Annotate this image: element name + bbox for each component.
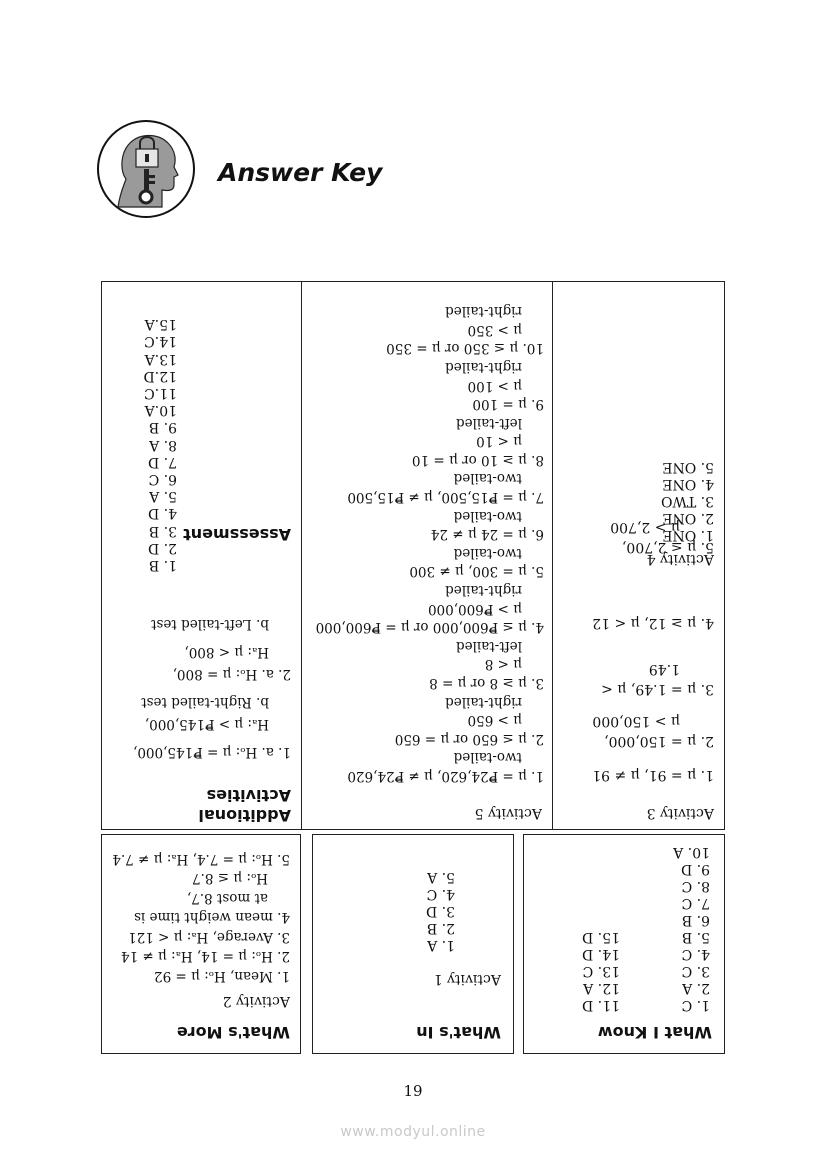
list-item: 1.49 <box>648 661 680 677</box>
list-item: 8. A <box>149 436 177 453</box>
list-item: 7. C <box>681 895 710 911</box>
list-item: 12.D <box>143 367 177 384</box>
list-item: 15. D <box>582 929 620 945</box>
list-item: 8. C <box>681 878 710 894</box>
list-item: two-tailed <box>453 470 522 487</box>
list-item: 4. D <box>147 505 177 522</box>
additional-list <box>133 613 291 763</box>
list-item: 15.A <box>144 316 177 333</box>
list-item: Hₐ: μ > ₱145,000, <box>144 716 269 732</box>
list-item: two-tailed <box>453 544 522 561</box>
list-item: 3. Average, Hₐ: μ < 121 <box>128 929 290 945</box>
list-item: 10. μ ≤ 350 or μ = 350 <box>386 340 544 357</box>
answer-key-logo <box>96 119 196 219</box>
list-item: μ > 350 <box>467 321 522 338</box>
list-item: 2. B <box>426 920 455 936</box>
additional-heading-line1: Additional <box>198 806 291 825</box>
list-item: 12. A <box>583 980 620 996</box>
whats-in-activity: Activity 1 <box>433 971 501 987</box>
list-item: 1. μ = 91, μ ≠ 91 <box>592 767 714 783</box>
list-item: 9. μ = 100 <box>472 396 544 413</box>
list-item: 5. Hₒ: μ = 7.4, Hₐ: μ ≠ 7.4 <box>112 851 290 867</box>
list-item: 4. μ ≥ 12, μ < 12 <box>592 615 714 631</box>
list-item: 5. μ ≤ 2,700, <box>621 539 714 555</box>
list-item: 10. A <box>673 844 710 860</box>
list-item: 10.A <box>144 402 177 419</box>
list-item: 2. ONE <box>662 510 714 526</box>
list-item: 6. B <box>681 912 710 928</box>
list-item: 5. ONE <box>662 459 714 475</box>
list-item: 7. μ = ₱15,500, μ ≠ ₱15,500 <box>347 489 544 506</box>
list-item: 1. a. Hₒ: μ = ₱145,000, <box>133 744 291 760</box>
list-item: μ > 650 <box>467 712 522 729</box>
list-item: right-tailed <box>445 582 522 599</box>
additional-heading-line2: Activities <box>206 786 291 805</box>
list-item: right-tailed <box>445 303 522 320</box>
list-item: 1. Mean, Hₒ: μ = 92 <box>154 968 290 984</box>
list-item: 4. μ ≤ ₱600,000 or μ = ₱600,000 <box>315 619 544 636</box>
activity5-list <box>316 302 544 785</box>
whats-in-list <box>426 868 455 953</box>
list-item: right-tailed <box>445 358 522 375</box>
list-item: 3. C <box>681 963 710 979</box>
activity4-list <box>661 458 714 543</box>
list-item: 13. C <box>582 963 620 979</box>
what-i-know-col2 <box>582 928 620 1013</box>
list-item: at most 8.7, <box>186 890 268 906</box>
list-item: 2. a. Hₒ: μ = 800, <box>172 666 291 682</box>
list-item: 3. D <box>425 903 455 919</box>
assessment-heading: Assessment <box>183 525 291 544</box>
assessment-list <box>144 315 178 573</box>
list-item: 2. A <box>682 980 710 996</box>
list-item: 8. μ ≥ 10 or μ = 10 <box>411 451 544 468</box>
list-item: μ > 100 <box>467 377 522 394</box>
list-item: 6. C <box>148 470 177 487</box>
list-item: 3. TWO <box>660 493 714 509</box>
list-item: μ < 10 <box>476 433 522 450</box>
list-item: two-tailed <box>453 507 522 524</box>
list-item: 7. D <box>147 453 177 470</box>
list-item: 4. mean weight time is <box>134 909 290 926</box>
list-item: 9. D <box>680 861 710 877</box>
list-item: right-tailed <box>445 693 522 710</box>
whats-more-heading: What's More <box>176 1023 290 1042</box>
list-item: 3. B <box>148 522 177 539</box>
additional-activities-box <box>101 281 302 830</box>
list-item: Hₐ: μ < 800, <box>184 644 269 660</box>
list-item: b. Left-tailed test <box>151 616 269 632</box>
list-item: 2. μ ≤ 650 or μ = 650 <box>394 730 544 747</box>
activity3-heading: Activity 3 <box>646 805 714 821</box>
list-item: 5. μ = 300, μ ≠ 300 <box>409 563 544 580</box>
watermark: www.modyul.online <box>340 1124 486 1140</box>
list-item: 2. Hₒ: μ = 14, Hₐ: μ ≠ 14 <box>120 948 290 965</box>
list-item: 13.A <box>144 350 177 367</box>
list-item: Hₒ: μ ≤ 8.7 <box>192 870 268 887</box>
list-item: 1. ONE <box>662 527 714 543</box>
page-title: Answer Key <box>218 158 383 187</box>
list-item: 4. C <box>681 946 710 962</box>
list-item: 11.C <box>144 384 177 401</box>
list-item: 1. B <box>148 557 177 573</box>
list-item: 3. μ ≥ 8 or μ = 8 <box>429 675 544 692</box>
activity3-4-box <box>552 281 725 830</box>
list-item: μ < 8 <box>484 656 522 673</box>
whats-in-box <box>312 834 514 1054</box>
list-item: 5. B <box>681 929 710 945</box>
list-item: 1. C <box>681 997 710 1013</box>
whats-more-box <box>101 834 301 1054</box>
list-item: μ > ₱600,000 <box>427 600 522 617</box>
whats-more-list <box>112 849 290 986</box>
list-item: left-tailed <box>455 637 522 654</box>
what-i-know-box <box>523 834 725 1054</box>
list-item: 14.C <box>144 333 177 350</box>
list-item: 3. μ = 1.49, μ < <box>601 681 714 697</box>
list-item: 4. C <box>426 886 455 902</box>
list-item: 4. ONE <box>662 476 714 492</box>
list-item: 11. D <box>582 997 620 1013</box>
list-item: b. Right-tailed test <box>141 694 269 710</box>
list-item: 1. A <box>427 937 455 953</box>
list-item: 2. μ = 150,000, <box>604 733 714 749</box>
what-i-know-heading: What I Know <box>597 1023 712 1042</box>
whats-in-heading: What's In <box>416 1023 501 1042</box>
list-item: 6. μ = 24 μ ≠ 24 <box>430 526 544 543</box>
list-item: 2. D <box>147 539 177 556</box>
activity4-heading: Activity 4 <box>646 551 714 567</box>
list-item: 1. μ = ₱24,620, μ ≠ ₱24,620 <box>347 768 544 784</box>
list-item: 5. A <box>427 869 455 885</box>
list-item: left-tailed <box>455 414 522 431</box>
what-i-know-col1 <box>673 843 710 1013</box>
activity5-heading: Activity 5 <box>474 805 542 821</box>
list-item: μ > 2,700 <box>610 519 680 535</box>
additional-heading <box>198 785 291 825</box>
list-item: 5. A <box>149 488 177 505</box>
list-item: two-tailed <box>453 749 522 766</box>
list-item: μ > 150,000 <box>592 713 680 729</box>
activity5-box <box>301 281 553 830</box>
list-item: 14. D <box>582 946 620 962</box>
whats-more-activity: Activity 2 <box>222 993 290 1009</box>
list-item: 9. B <box>148 419 177 436</box>
page-number: 19 <box>403 1082 423 1100</box>
